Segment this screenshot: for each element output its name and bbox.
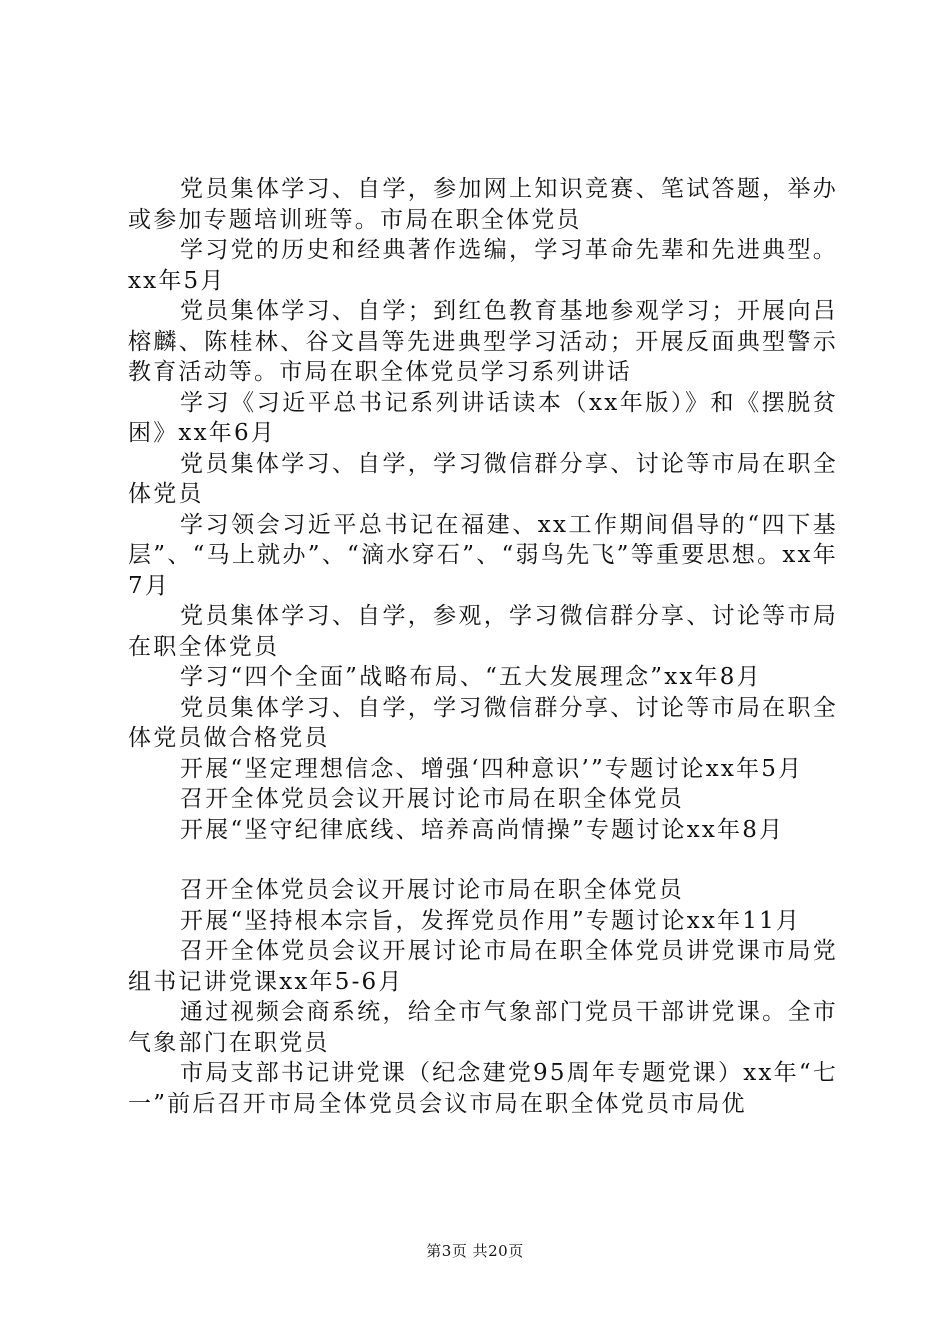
paragraph: 学习领会习近平总书记在福建、xx工作期间倡导的“四下基层”、“马上就办”、“滴水穿石”、“弱鸟先飞”等重要思想。xx年7月 xyxy=(128,511,838,599)
paragraph: 学习“四个全面”战略布局、“五大发展理念”xx年8月 xyxy=(180,664,762,690)
blank-line xyxy=(128,845,838,875)
paragraph: 党员集体学习、自学，参加网上知识竞赛、笔试答题，举办或参加专题培训班等。市局在职全体党员 xyxy=(128,176,838,233)
paragraph: 开展“坚持根本宗旨，发挥党员作用”专题讨论xx年11月 xyxy=(180,907,802,934)
page-footer xyxy=(0,1240,950,1261)
paragraph: 党员集体学习、自学，学习微信群分享、讨论等市局在职全体党员做合格党员 xyxy=(128,694,838,751)
paragraph: 学习党的历史和经典著作选编，学习革命先辈和先进典型。xx年5月 xyxy=(128,237,838,294)
paragraph: 学习《习近平总书记系列讲话读本（xx年版）》和《摆脱贫困》xx年6月 xyxy=(128,389,838,446)
paragraph: 通过视频会商系统，给全市气象部门党员干部讲党课。全市气象部门在职党员 xyxy=(128,999,838,1056)
document-body xyxy=(128,174,838,1119)
paragraph: 党员集体学习、自学，学习微信群分享、讨论等市局在职全体党员 xyxy=(128,450,838,507)
paragraph: 市局支部书记讲党课（纪念建党95周年专题党课）xx年“七一”前后召开市局全体党员会议市局在职全体党员市局优 xyxy=(128,1060,838,1117)
paragraph: 召开全体党员会议开展讨论市局在职全体党员讲党课市局党组书记讲党课xx年5-6月 xyxy=(128,938,838,995)
paragraph: 党员集体学习、自学；到红色教育基地参观学习；开展向吕榕麟、陈桂林、谷文昌等先进典型学习活动；开展反面典型警示教育活动等。市局在职全体党员学习系列讲话 xyxy=(128,298,838,385)
page-number: 第3页 共20页 xyxy=(426,1242,524,1260)
paragraph: 召开全体党员会议开展讨论市局在职全体党员 xyxy=(180,877,684,903)
paragraph: 开展“坚守纪律底线、培养高尚情操”专题讨论xx年8月 xyxy=(180,816,785,843)
paragraph: 召开全体党员会议开展讨论市局在职全体党员 xyxy=(180,786,684,812)
paragraph: 开展“坚定理想信念、增强‘四种意识’”专题讨论xx年5月 xyxy=(180,755,804,782)
paragraph: 党员集体学习、自学，参观，学习微信群分享、讨论等市局在职全体党员 xyxy=(128,603,838,660)
